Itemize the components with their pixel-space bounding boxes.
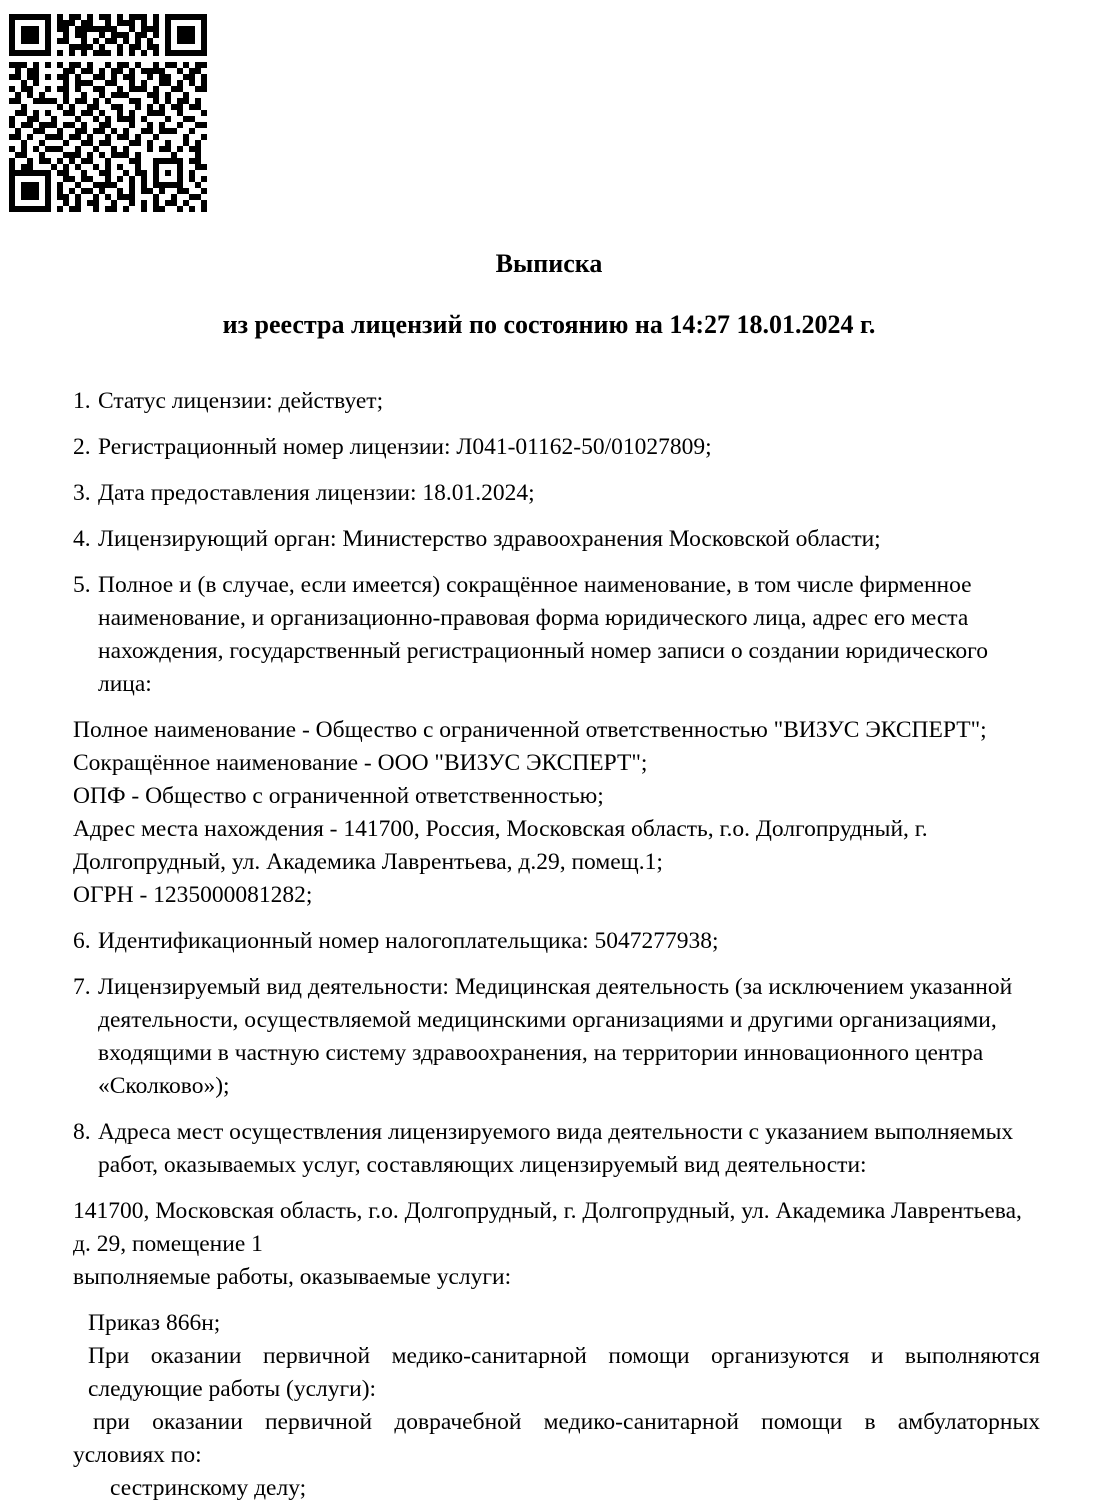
entity-address: Адрес места нахождения - 141700, Россия, Московская область, г.о. Долгопрудный, г. Долгопрудный, ул. Академика Лаврентьева, д.29, помещ.1; bbox=[73, 816, 928, 875]
clause-6-number: 6. bbox=[73, 928, 91, 954]
clause-3 bbox=[73, 477, 1040, 510]
page-subtitle: из реестра лицензий по состоянию на 14:27 18.01.2024 г. bbox=[222, 309, 876, 339]
document-body bbox=[0, 238, 1098, 1500]
clause-6 bbox=[73, 925, 1040, 958]
clause-2 bbox=[73, 431, 1040, 464]
clause-2-number: 2. bbox=[73, 434, 91, 460]
page-title: Выписка bbox=[495, 249, 603, 278]
clause-5-text: Полное и (в случае, если имеется) сокращённое наименование, в том числе фирменное наименование, и организационно-правовая форма юридического лица, адрес его места нахождения, государственный регистрационный номер записи о создании юридического лица: bbox=[98, 572, 988, 697]
entity-full-name: Полное наименование - Общество с ограниченной ответственностью "ВИЗУС ЭКСПЕРТ"; bbox=[73, 717, 987, 743]
works-header: выполняемые работы, оказываемые услуги: bbox=[73, 1264, 512, 1290]
clause-3-text: Дата предоставления лицензии: 18.01.2024; bbox=[98, 480, 535, 506]
clause-1-number: 1. bbox=[73, 388, 91, 414]
document-content bbox=[0, 385, 1098, 1500]
clause-7 bbox=[73, 971, 1040, 1103]
document-title bbox=[0, 238, 1098, 341]
clause-4 bbox=[73, 523, 1040, 556]
activity-address: 141700, Московская область, г.о. Долгопрудный, г. Долгопрудный, ул. Академика Лаврентьева, д. 29, помещение 1 bbox=[73, 1198, 1022, 1257]
activity-address-block bbox=[73, 1195, 1040, 1294]
clause-3-number: 3. bbox=[73, 480, 91, 506]
entity-short-name: Сокращённое наименование - ООО "ВИЗУС ЭКСПЕРТ"; bbox=[73, 750, 648, 776]
clause-8-number: 8. bbox=[73, 1119, 91, 1145]
works-sub-intro-tail: условиях по: bbox=[73, 1442, 202, 1468]
works-order-reference: Приказ 866н; bbox=[88, 1310, 221, 1336]
qr-code-icon bbox=[9, 14, 207, 212]
entity-ogrn: ОГРН - 1235000081282; bbox=[73, 882, 313, 908]
clause-8-text: Адреса мест осуществления лицензируемого вида деятельности с указанием выполняемых работ, оказываемых услуг, составляющих лицензируемый вид деятельности: bbox=[98, 1119, 1014, 1178]
clause-4-text: Лицензирующий орган: Министерство здравоохранения Московской области; bbox=[98, 526, 881, 552]
clause-7-number: 7. bbox=[73, 974, 91, 1000]
works-item-1: сестринскому делу; bbox=[110, 1475, 307, 1500]
clause-2-text: Регистрационный номер лицензии: Л041-01162-50/01027809; bbox=[98, 434, 712, 460]
clause-8 bbox=[73, 1116, 1040, 1182]
entity-details-block bbox=[73, 714, 1040, 912]
entity-legal-form: ОПФ - Общество с ограниченной ответственностью; bbox=[73, 783, 604, 809]
clause-1 bbox=[73, 385, 1040, 418]
qr-code-svg bbox=[9, 14, 207, 212]
works-intro-tail: следующие работы (услуги): bbox=[88, 1376, 377, 1402]
clause-5 bbox=[73, 569, 1040, 701]
clause-4-number: 4. bbox=[73, 526, 91, 552]
clause-6-text: Идентификационный номер налогоплательщика: 5047277938; bbox=[98, 928, 719, 954]
clause-7-text: Лицензируемый вид деятельности: Медицинская деятельность (за исключением указанной деятельности, осуществляемой медицинскими организациями и другими организациями, входящими в частную систему здравоохранения, на территории инновационного центра «Сколково»); bbox=[98, 974, 1013, 1099]
clause-1-text: Статус лицензии: действует; bbox=[98, 388, 384, 414]
clause-5-number: 5. bbox=[73, 572, 91, 598]
works-sub-intro-line: при оказании первичной доврачебной медико-санитарной помощи в амбулаторных bbox=[93, 1409, 1040, 1435]
works-list bbox=[73, 1307, 1040, 1500]
works-intro-line: При оказании первичной медико-санитарной помощи организуются и выполняются bbox=[88, 1343, 1040, 1369]
